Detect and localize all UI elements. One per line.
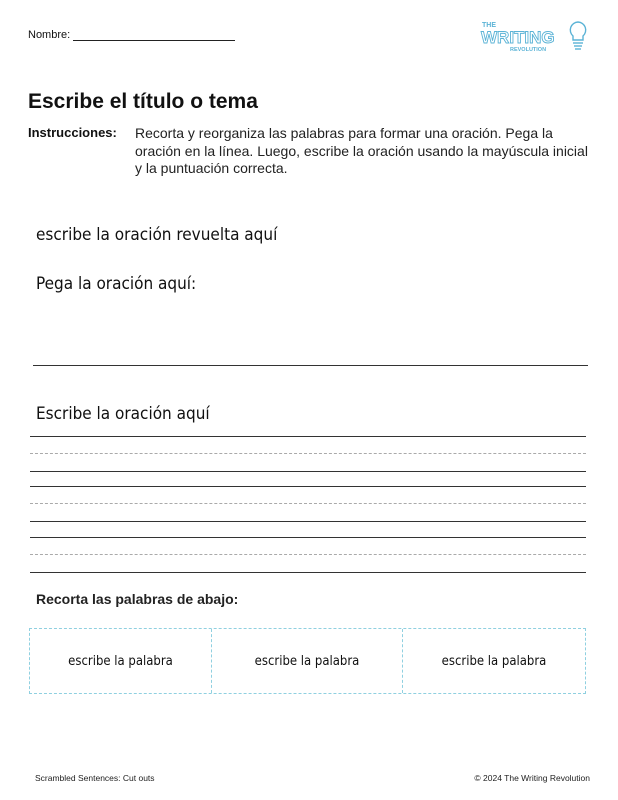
cutout-card[interactable]: escribe la palabra bbox=[441, 653, 547, 669]
name-label: Nombre: bbox=[28, 29, 71, 41]
writing-line-top bbox=[30, 537, 586, 538]
paste-label: Pega la oración aquí: bbox=[36, 274, 197, 294]
cutouts-label: Recorta las palabras de abajo: bbox=[36, 591, 239, 607]
writing-line-base bbox=[30, 471, 586, 472]
footer-copyright: © 2024 The Writing Revolution bbox=[474, 773, 590, 783]
write-label: Escribe la oración aquí bbox=[36, 404, 210, 424]
name-field bbox=[28, 28, 235, 41]
writing-line-mid bbox=[30, 554, 586, 555]
instructions-label: Instrucciones: bbox=[28, 125, 117, 140]
cutout-card[interactable]: escribe la palabra bbox=[212, 629, 403, 693]
writing-line-base bbox=[30, 521, 586, 522]
writing-line-top bbox=[30, 486, 586, 487]
writing-line-mid bbox=[30, 503, 586, 504]
svg-text:REVOLUTION: REVOLUTION bbox=[510, 47, 547, 53]
footer-title: Scrambled Sentences: Cut outs bbox=[35, 773, 155, 783]
cutout-cards bbox=[29, 628, 586, 694]
name-line[interactable] bbox=[73, 28, 235, 41]
writing-line-mid bbox=[30, 453, 586, 454]
paste-line bbox=[33, 365, 588, 366]
writing-revolution-logo bbox=[478, 18, 590, 56]
writing-line-top bbox=[30, 436, 586, 437]
page-title: Escribe el título o tema bbox=[28, 90, 258, 113]
svg-text:WRITING: WRITING bbox=[481, 28, 555, 47]
cutout-card[interactable]: escribe la palabra bbox=[30, 629, 212, 693]
scrambled-sentence: escribe la oración revuelta aquí bbox=[36, 225, 278, 245]
lightbulb-icon bbox=[478, 18, 590, 56]
svg-text:THE: THE bbox=[482, 22, 496, 29]
writing-line-base bbox=[30, 572, 586, 573]
instructions-text: Recorta y reorganiza las palabras para formar una oración. Pega la oración en la línea. Luego, escribe la oración usando la mayúscula inicial y la puntuación correcta. bbox=[135, 125, 588, 176]
